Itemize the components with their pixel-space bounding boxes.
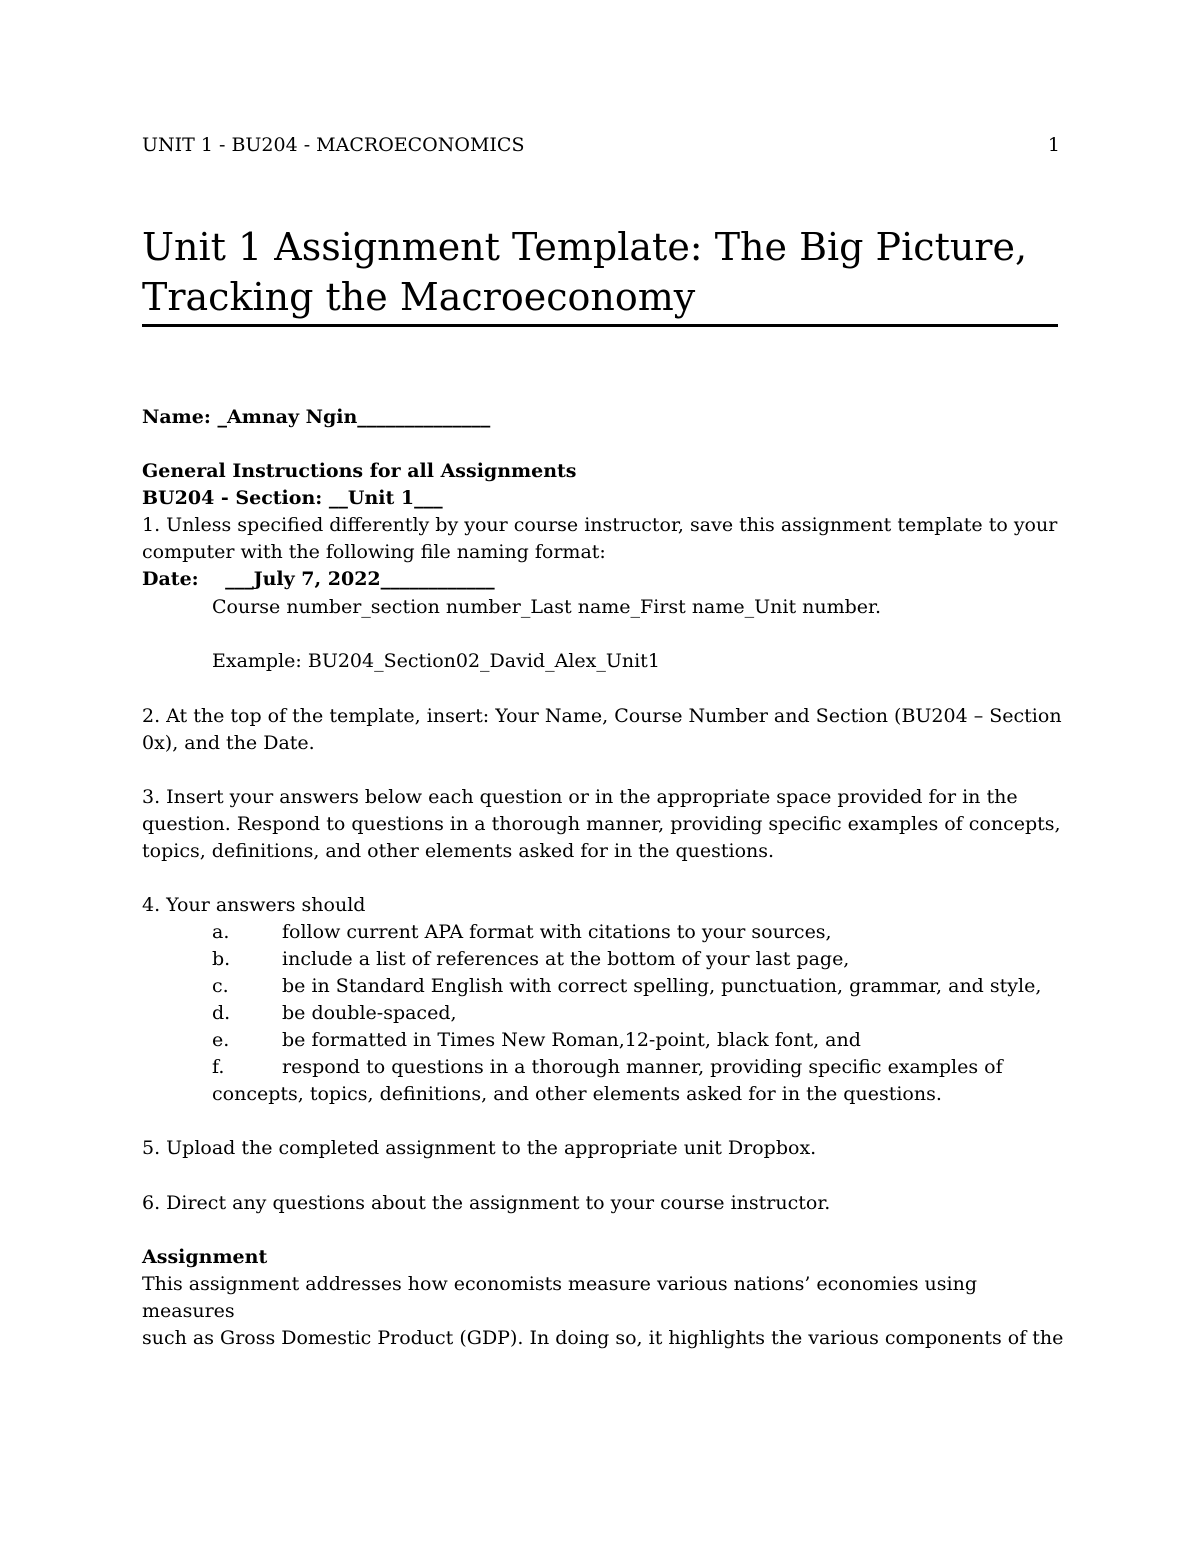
running-head: [142, 134, 1060, 156]
instruction-1-line-2: computer with the following file naming format:: [142, 541, 606, 563]
list-marker: f.: [212, 1056, 225, 1078]
instruction-2-line-1: 2. At the top of the template, insert: Your Name, Course Number and Section (BU204 – Section: [142, 705, 1062, 727]
list-marker: e.: [212, 1029, 230, 1051]
list-text: follow current APA format with citations to your sources,: [282, 921, 832, 943]
list-text: include a list of references at the bottom of your last page,: [282, 948, 850, 970]
instruction-item-3: [142, 784, 1072, 865]
instruction-4-intro: 4. Your answers should: [142, 894, 366, 916]
section-field: BU204 - Section: __Unit 1___: [142, 487, 443, 509]
list-item: [142, 1000, 1072, 1027]
instruction-item-6: 6. Direct any questions about the assignment to your course instructor.: [142, 1192, 831, 1214]
instructions-heading: General Instructions for all Assignments: [142, 460, 577, 482]
list-text: be formatted in Times New Roman,12-point, black font, and: [282, 1029, 861, 1051]
list-text: respond to questions in a thorough manner, providing specific examples of: [282, 1056, 1003, 1078]
file-example-line: Example: BU204_Section02_David_Alex_Unit1: [212, 650, 660, 672]
list-marker: c.: [212, 975, 229, 997]
instruction-3-line-1: 3. Insert your answers below each question or in the appropriate space provided for in the: [142, 786, 1018, 808]
assignment-line-1: This assignment addresses how economists measure various nations’ economies using measures: [142, 1273, 978, 1322]
date-field: Date: ___July 7, 2022____________: [142, 568, 495, 590]
instruction-item-1: [142, 512, 1072, 566]
instruction-item-5: 5. Upload the completed assignment to the appropriate unit Dropbox.: [142, 1137, 817, 1159]
assignment-heading: Assignment: [142, 1246, 268, 1268]
list-continuation: concepts, topics, definitions, and other elements asked for in the questions.: [212, 1083, 942, 1105]
running-head-text: UNIT 1 - BU204 - MACROECONOMICS: [142, 134, 525, 156]
file-format-line: Course number_section number_Last name_First name_Unit number.: [212, 596, 882, 618]
list-item: [142, 946, 1072, 973]
instruction-3-line-3: topics, definitions, and other elements asked for in the questions.: [142, 840, 775, 862]
list-item: [142, 1027, 1072, 1054]
list-text: be in Standard English with correct spelling, punctuation, grammar, and style,: [282, 975, 1042, 997]
title-line-1: Unit 1 Assignment Template: The Big Picture,: [142, 225, 1028, 269]
instruction-3-line-2: question. Respond to questions in a thorough manner, providing specific examples of concepts,: [142, 813, 1061, 835]
list-marker: d.: [212, 1002, 231, 1024]
list-marker: a.: [212, 921, 230, 943]
instruction-item-2: [142, 703, 1072, 757]
instruction-2-line-2: 0x), and the Date.: [142, 732, 315, 754]
instruction-item-4: [142, 892, 1072, 1108]
title-line-2: Tracking the Macroeconomy: [142, 275, 696, 319]
list-item: [142, 919, 1072, 946]
list-marker: b.: [212, 948, 231, 970]
assignment-section: [142, 1244, 1072, 1352]
instruction-1-line-1: 1. Unless specified differently by your course instructor, save this assignment template to your: [142, 514, 1058, 536]
page-number: 1: [1047, 134, 1060, 156]
list-item: [142, 973, 1072, 1000]
list-item: [142, 1054, 1072, 1081]
name-field: Name: _Amnay Ngin______________: [142, 406, 491, 428]
assignment-line-2: such as Gross Domestic Product (GDP). In doing so, it highlights the various components of the: [142, 1327, 1064, 1349]
document-title: [142, 222, 1058, 327]
list-text: be double-spaced,: [282, 1002, 457, 1024]
